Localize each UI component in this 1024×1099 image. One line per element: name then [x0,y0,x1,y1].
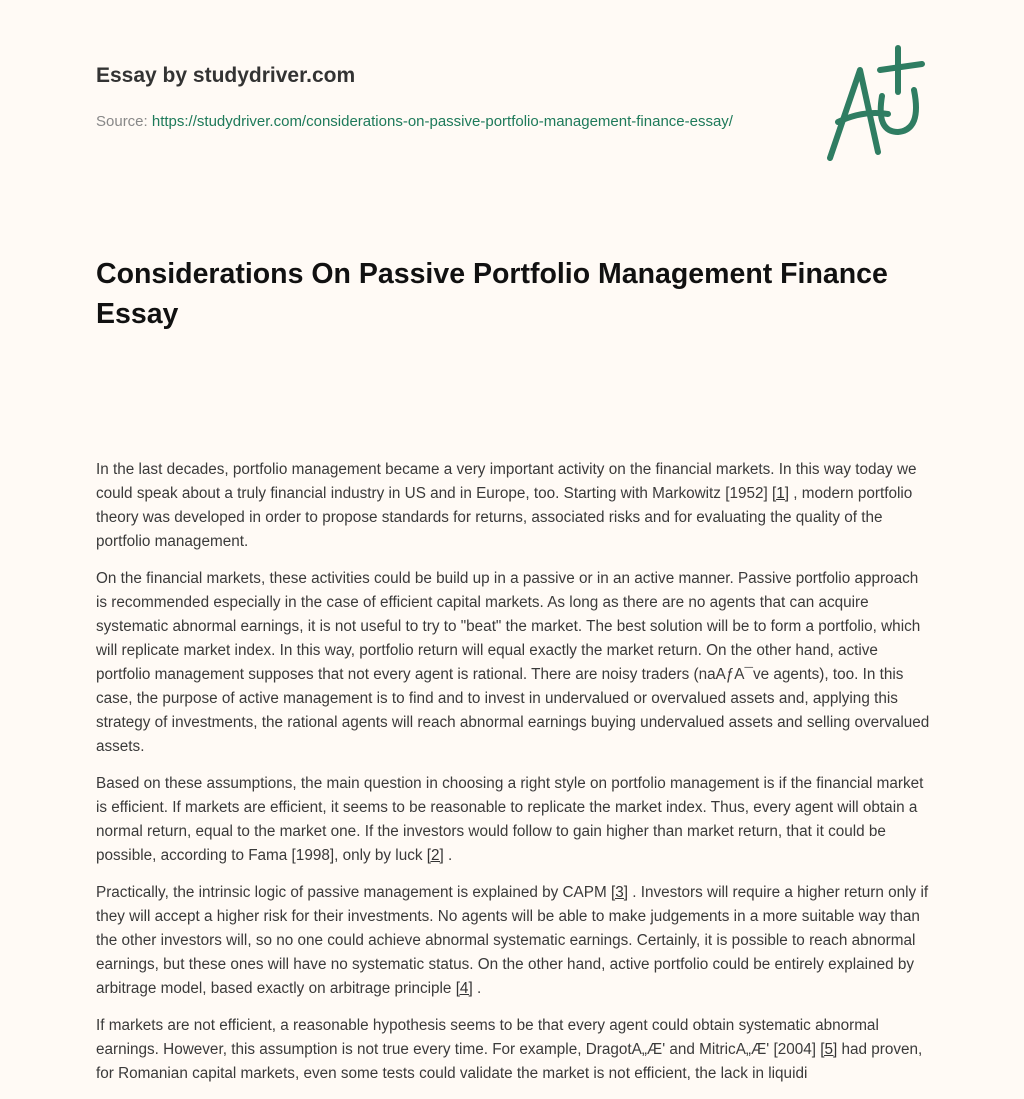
essay-paragraph [96,1014,932,1086]
source-line [96,110,736,133]
footnote-link[interactable]: [2] [426,847,444,864]
source-label: Source: [96,113,148,130]
essay-title: Considerations On Passive Portfolio Management Finance Essay [96,258,888,330]
footnote-link[interactable]: [5] [820,1041,838,1058]
paragraph-text: Practically, the intrinsic logic of passive management is explained by CAPM [96,884,611,901]
paragraph-text: . Investors will require a higher return only if they will accept a higher risk for their investments. No agents will be able to make judgements in a more suitable way than the other investors will, so no one could achieve abnormal systematic earnings. Certainly, it is possible to reach abnormal earnings, but these ones will have no systematic status. On the other hand, active portfolio could be entirely explained by arbitrage model, based exactly on arbitrage principle [96,884,929,997]
paragraph-text: . [443,847,453,864]
a-plus-logo-icon [818,40,928,165]
paragraph-text: If markets are not efficient, a reasonable hypothesis seems to be that every agent could obtain systematic abnormal earnings. However, this assumption is not true every time. For example, DragotA„Æ' and MitricA„Æ' [2004] [96,1017,879,1058]
essay-body [96,458,932,1099]
footnote-link[interactable]: [4] [455,980,473,997]
essay-paragraph [96,567,932,759]
paragraph-text: Based on these assumptions, the main question in choosing a right style on portfolio management is if the financial market is efficient. If markets are efficient, it seems to be reasonable to replicate the market index. Thus, every agent will obtain a normal return, equal to the market one. If the investors would follow to gain higher than market return, that it could be possible, according to Fama [1998], only by luck [96,775,924,864]
paragraph-text: In the last decades, portfolio management became a very important activity on the financial markets. In this way today we could speak about a truly financial industry in US and in Europe, too. Starting with Markowitz [1952] [96,461,917,502]
paragraph-text: . [472,980,482,997]
source-link[interactable]: https://studydriver.com/considerations-on-passive-portfolio-management-finance-essay/ [151,113,733,130]
essay-paragraph [96,881,932,1001]
essay-paragraph [96,458,932,554]
site-brand: Essay by studydriver.com [96,64,356,87]
paragraph-text: had proven, for Romanian capital markets, even some tests could validate the market is not efficient, the lack in liquidi [96,1041,923,1082]
essay-paragraph [96,772,932,868]
paragraph-text: On the financial markets, these activities could be build up in a passive or in an active manner. Passive portfolio approach is recommended especially in the case of efficient capital markets. As long as there are no agents that can acquire systematic abnormal earnings, it is not useful to try to "beat" the market. The best solution will be to form a portfolio, which will replicate market index. In this way, portfolio return will equal exactly the market return. On the other hand, active portfolio management supposes that not every agent is rational. There are noisy traders (naAƒA¯ve agents), too. In this case, the purpose of active management is to find and to invest in undervalued or overvalued assets and, applying this strategy of investments, the rational agents will reach abnormal earnings buying undervalued assets and selling overvalued assets. [96,570,930,755]
footnote-link[interactable]: [3] [610,884,628,901]
paragraph-text: , modern portfolio theory was developed in order to propose standards for returns, associated risks and for evaluating the quality of the portfolio management. [96,485,913,550]
footnote-link[interactable]: [1] [771,485,789,502]
